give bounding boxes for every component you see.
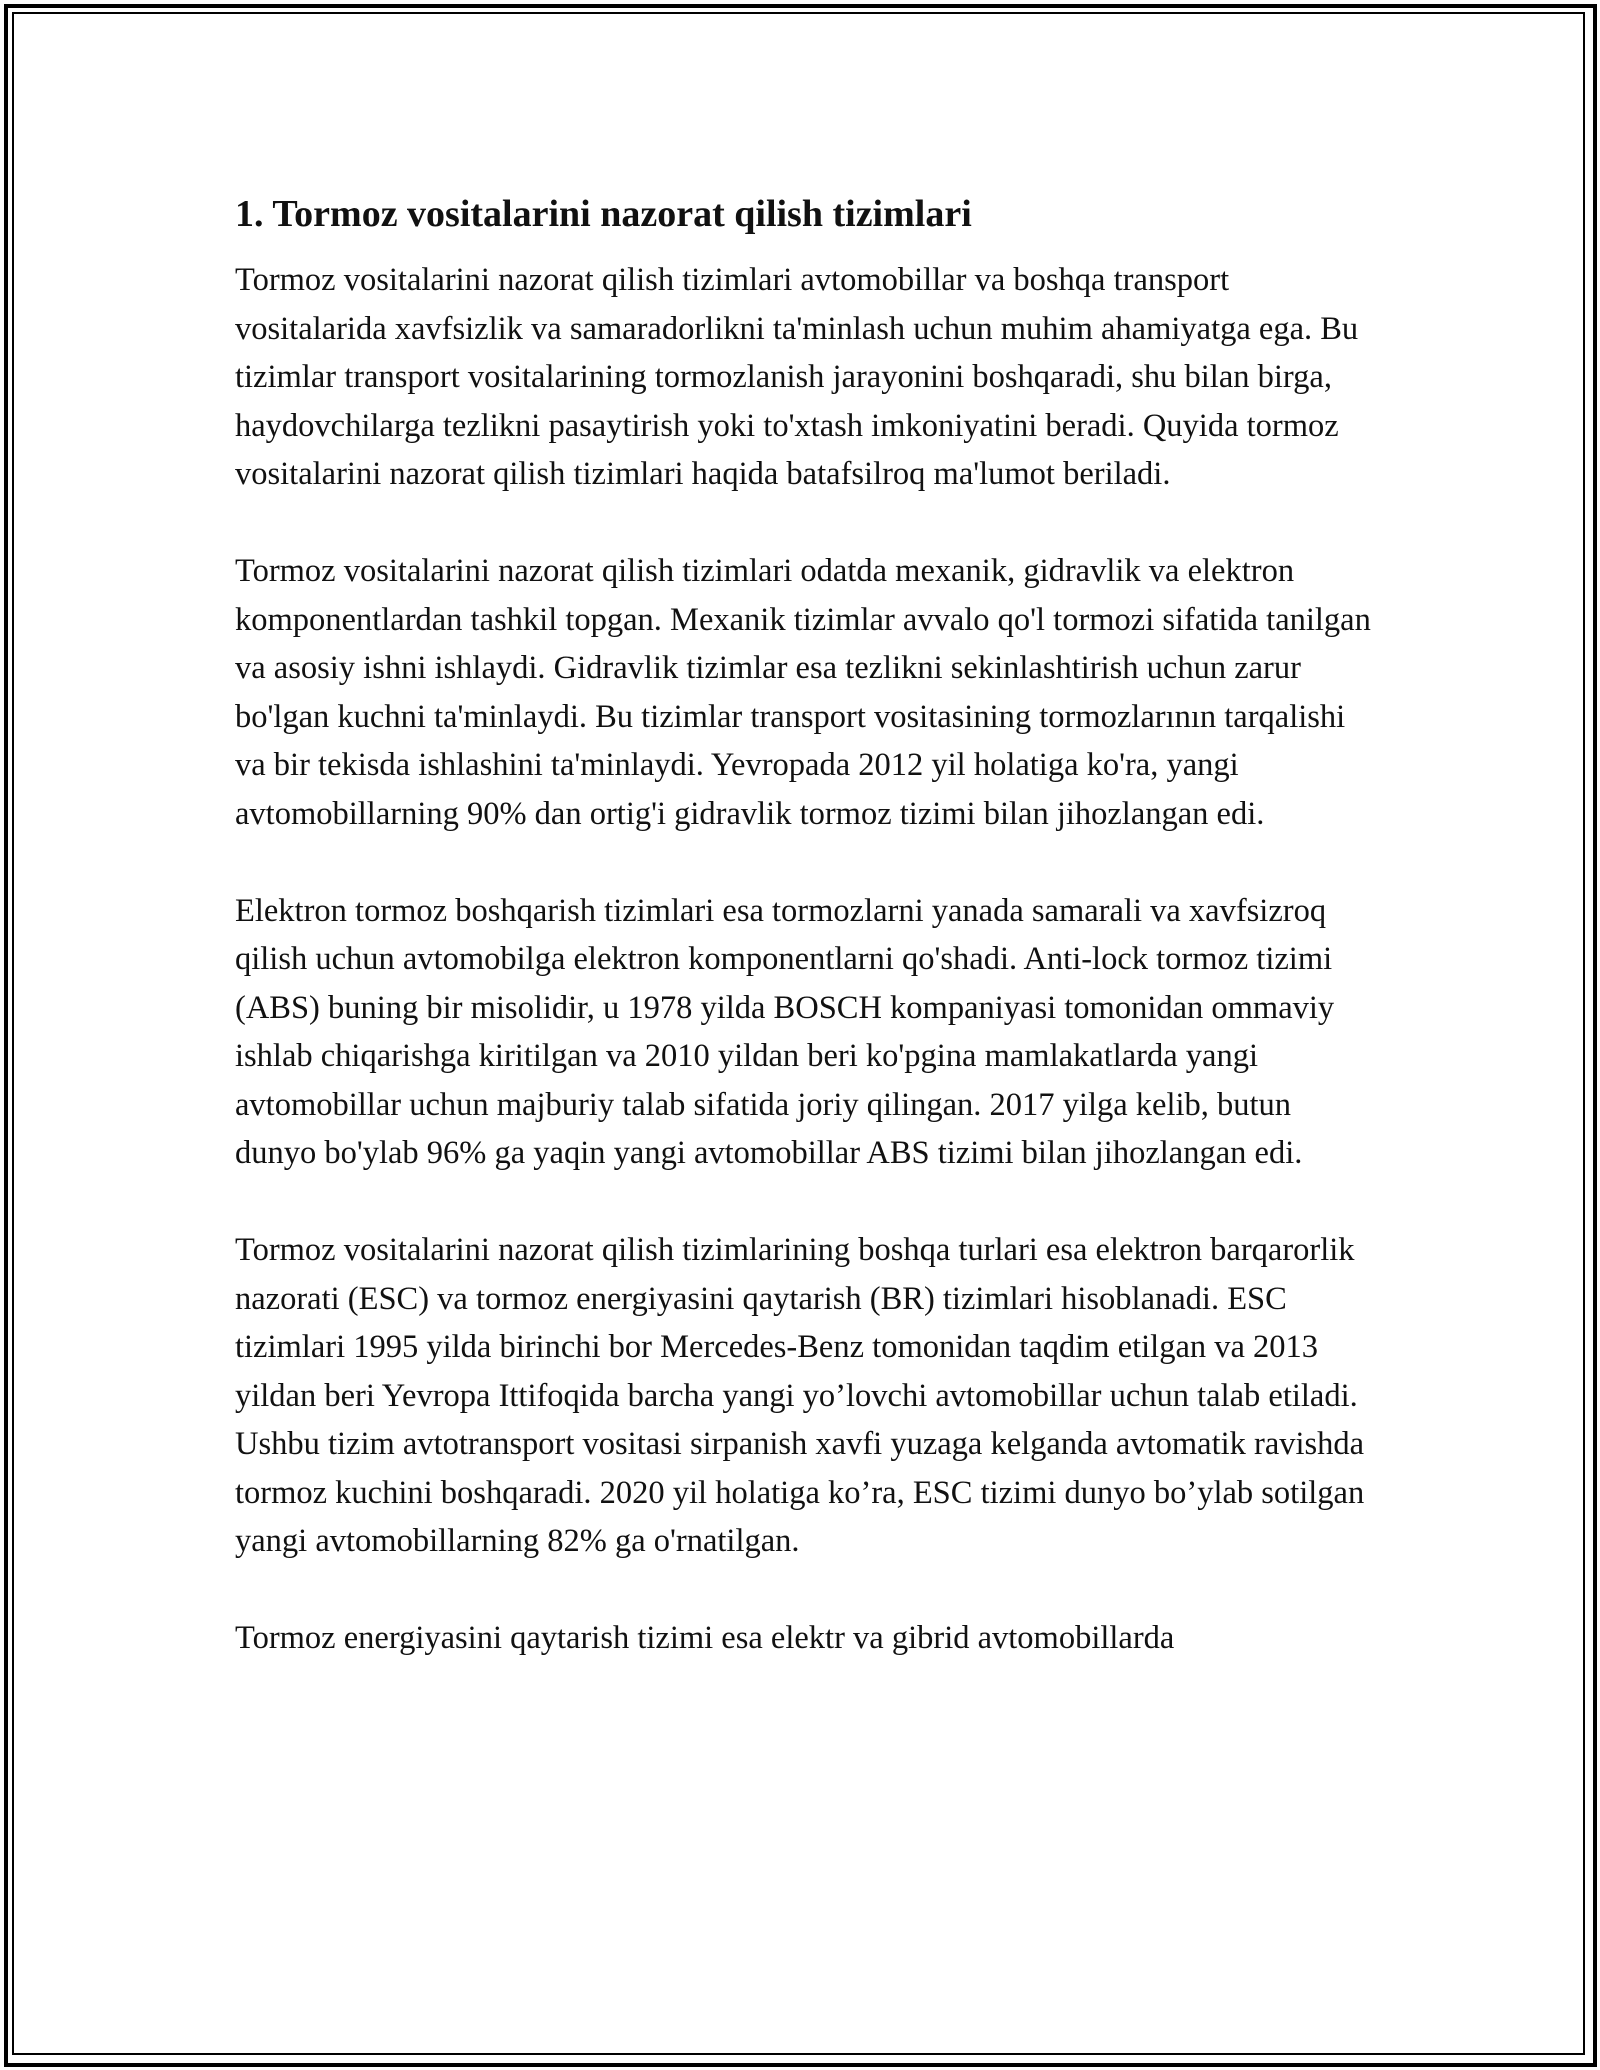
paragraph-2: Tormoz vositalarini nazorat qilish tizimlari odatda mexanik, gidravlik va elektron komponentlardan tashkil topgan. Mexanik tizimlar avvalo qo'l tormozi sifatida tanilgan va asosiy ishni ishlaydi. Gidravlik tizimlar esa tezlikni sekinlashtirish uchun zarur bo'lgan kuchni ta'minlaydi. Bu tizimlar transport vositasining tormozlarının tarqalishi va bir tekisda ishlashini ta'minlaydi. Yevropada 2012 yil holatiga ko'ra, yangi avtomobillarning 90% dan ortig'i gidravlik tormoz tizimi bilan jihozlangan edi. bbox=[235, 553, 1371, 832]
paragraph-4: Tormoz vositalarini nazorat qilish tizimlarining boshqa turlari esa elektron barqarorlik nazorati (ESC) va tormoz energiyasini qaytarish (BR) tizimlari hisoblanadi. ESC tizimlari 1995 yilda birinchi bor Mercedes-Benz tomonidan taqdim etilgan va 2013 yildan beri Yevropa Ittifoqida barcha yangi yo’lovchi avtomobillar uchun talab etiladi. Ushbu tizim avtotransport vositasi sirpanish xavfi yuzaga kelganda avtomatik ravishda tormoz kuchini boshqaradi. 2020 yil holatiga ko’ra, ESC tizimi dunyo bo’ylab sotilgan yangi avtomobillarning 82% ga o'rnatilgan. bbox=[235, 1232, 1365, 1559]
paragraph-1: Tormoz vositalarini nazorat qilish tizimlari avtomobillar va boshqa transport vositalarida xavfsizlik va samaradorlikni ta'minlash uchun muhim ahamiyatga ega. Bu tizimlar transport vositalarining tormozlanish jarayonini boshqaradi, shu bilan birga, haydovchilarga tezlikni pasaytirish yoki to'xtash imkoniyatini beradi. Quyida tormoz vositalarini nazorat qilish tizimlari haqida batafsilroq ma'lumot beriladi. bbox=[235, 262, 1359, 492]
section-heading: 1. Tormoz vositalarini nazorat qilish tizimlari bbox=[235, 193, 972, 235]
document-body bbox=[235, 188, 1375, 1711]
paragraph-3: Elektron tormoz boshqarish tizimlari esa tormozlarni yanada samarali va xavfsizroq qilish uchun avtomobilga elektron komponentlarni qo'shadi. Anti-lock tormoz tizimi (ABS) buning bir misolidir, u 1978 yilda BOSCH kompaniyasi tomonidan ommaviy ishlab chiqarishga kiritilgan va 2010 yildan beri ko'pgina mamlakatlarda yangi avtomobillar uchun majburiy talab sifatida joriy qilingan. 2017 yilga kelib, butun dunyo bo'ylab 96% ga yaqin yangi avtomobillar ABS tizimi bilan jihozlangan edi. bbox=[235, 892, 1335, 1171]
paragraph-5: Tormoz energiyasini qaytarish tizimi esa elektr va gibrid avtomobillarda bbox=[235, 1620, 1175, 1656]
